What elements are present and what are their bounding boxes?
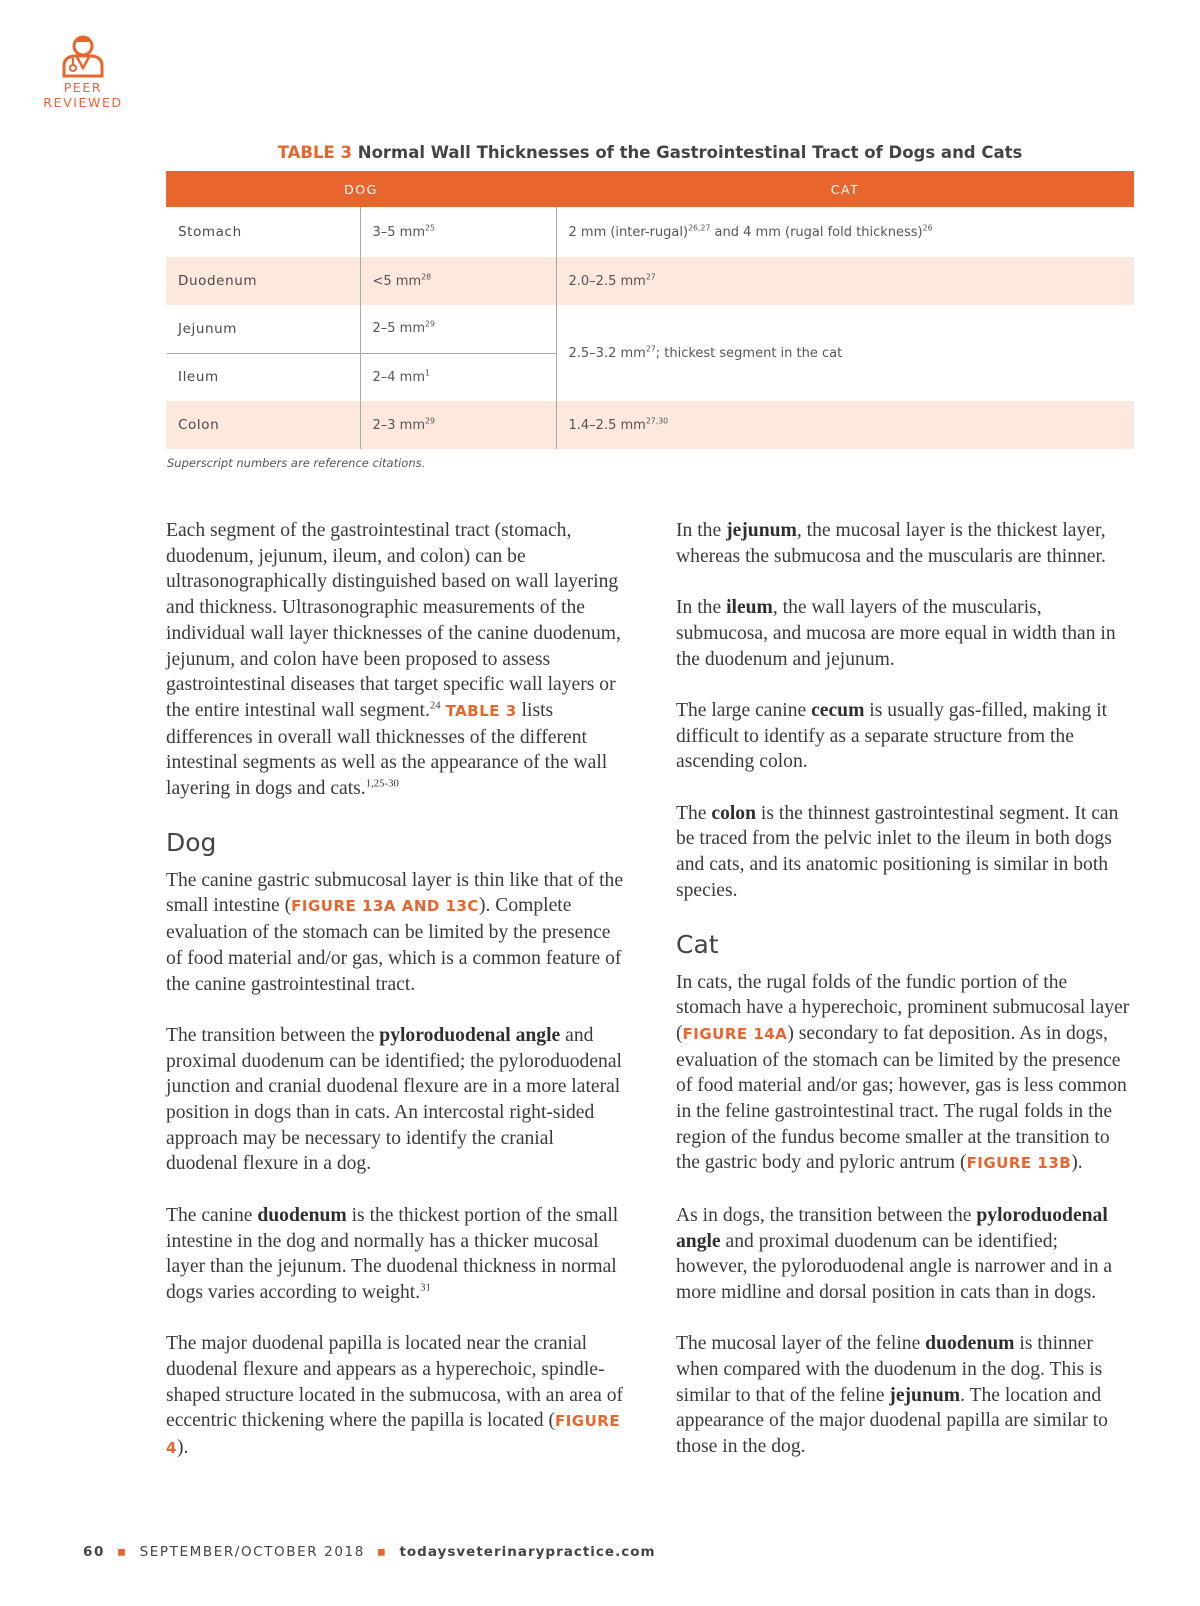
dog-cell [360, 257, 556, 305]
text: The canine gastric submucosal layer is thin like that of the small intestine ( [166, 869, 624, 917]
cat-value: 2.0–2.5 mm [568, 273, 646, 289]
text: lists differences in overall wall thicknesses of the different intestinal segments as well as the appearance of the wall layering in dogs and cats. [166, 699, 608, 800]
text: As in dogs, the transition between the [676, 1204, 977, 1226]
bold-term: duodenum [257, 1204, 347, 1226]
wall-thickness-table [166, 171, 1134, 449]
cat-cell [556, 401, 1134, 449]
dog-cell [360, 353, 556, 401]
dog-value: <5 mm [372, 273, 422, 289]
page-number: 60 [83, 1544, 105, 1560]
text: ) secondary to fat deposition. As in dogs, evaluation of the stomach can be limited by the presence of food material and/or gas; however, gas is less common in the feline gastrointestinal tract. The rugal folds in the region of the fundus become smaller at the transition to the gastric body and pyloric antrum ( [676, 1022, 1127, 1174]
bold-term: pyloroduodenal angle [676, 1204, 1108, 1252]
cat-value-extra: and 4 mm (rugal fold thickness) [710, 224, 923, 240]
text: and proximal duodenum can be identified; however, the pyloroduodenal angle is narrower and in a more midline and dorsal position in cats than in dogs. [676, 1230, 1113, 1303]
dog-cell [360, 305, 556, 353]
dog-value: 2–5 mm [372, 321, 426, 337]
paragraph [676, 1331, 1134, 1460]
cat-cell [556, 305, 1134, 401]
dog-value: 3–5 mm [372, 224, 426, 240]
section-heading-cat: Cat [676, 929, 719, 959]
figure-13a-13c-link[interactable]: FIGURE 13A AND 13C [291, 897, 479, 916]
figure-13b-link[interactable]: FIGURE 13B [966, 1154, 1072, 1173]
text: is the thickest portion of the small intestine in the dog and normally has a thicker mucosal layer than the jejunum. The duodenal thickness in normal dogs varies according to weight. [166, 1204, 619, 1303]
cat-value-extra: ; thickest segment in the cat [655, 345, 843, 361]
text: and proximal duodenum can be identified; the pyloroduodenal junction and cranial duodenal flexure are in a more lateral position in dogs than in cats. An intercostal right-sided approach may be necessary to identify the cranial duodenal flexure in a dog. [166, 1024, 622, 1175]
citation: 26,27 [688, 223, 711, 233]
paragraph [676, 1203, 1134, 1306]
bold-term: ileum [726, 597, 773, 619]
text: ). [1071, 1152, 1083, 1174]
citation: 1 [425, 368, 430, 378]
dog-value: 2–4 mm [372, 369, 426, 385]
table-row [166, 401, 1134, 449]
figure-14a-link[interactable]: FIGURE 14A [682, 1024, 788, 1043]
text: , the wall layers of the muscularis, submucosa, and mucosa are more equal in width than in the duodenum and jejunum. [676, 597, 1116, 670]
segment-cell: Ileum [178, 369, 219, 386]
citation: 27,30 [645, 416, 669, 426]
paragraph [166, 518, 624, 802]
table-row [166, 207, 1134, 257]
paragraph [676, 595, 1134, 672]
segment-cell: Stomach [178, 224, 242, 240]
paragraph [676, 518, 1134, 569]
right-column [676, 518, 1134, 1486]
page-footer [83, 1544, 656, 1560]
text: In the [676, 597, 727, 619]
text: is thinner when compared with the duodenum in the dog. This is similar to that of the feline [676, 1333, 1103, 1406]
text: The transition between the [166, 1024, 380, 1046]
table-row [166, 257, 1134, 305]
text: , the mucosal layer is the thickest layer, whereas the submucosa and the muscularis are thinner. [676, 520, 1106, 567]
bold-term: pyloroduodenal angle [379, 1024, 561, 1046]
text: ). [176, 1437, 189, 1459]
cat-cell [556, 257, 1134, 305]
citation: 25 [425, 223, 435, 233]
text: The [676, 802, 712, 824]
paragraph [166, 1331, 624, 1462]
text: The canine [166, 1204, 258, 1226]
table-title [166, 143, 1134, 162]
text: ). Complete evaluation of the stomach can be limited by the presence of food material and/or gas, which is a common feature of the canine gastrointestinal tract. [166, 895, 622, 995]
text: is the thinnest gastrointestinal segment. It can be traced from the pelvic inlet to the ileum in both dogs and cats, and its anatomic positioning is similar in both species. [676, 802, 1119, 901]
text: The mucosal layer of the feline [676, 1333, 926, 1355]
badge-line-1: PEER [63, 80, 103, 95]
text: In cats, the rugal folds of the fundic portion of the stomach have a hyperechoic, prominent submucosal layer ( [676, 971, 1130, 1044]
segment-cell: Jejunum [166, 305, 360, 353]
bold-term: cecum [811, 699, 865, 721]
citation: 28 [421, 272, 432, 282]
bold-term: jejunum [726, 520, 797, 541]
paragraph [166, 1203, 624, 1306]
dog-value: 2–3 mm [372, 417, 426, 433]
cat-value: 2.5–3.2 mm [568, 345, 646, 361]
dog-cell [360, 207, 556, 257]
text: . The location and appearance of the major duodenal papilla are similar to those in the dog. [676, 1384, 1108, 1458]
paragraph [166, 868, 624, 998]
bold-term: colon [711, 802, 757, 824]
citation: 29 [425, 416, 435, 426]
text: The large canine [676, 699, 812, 721]
text: Each segment of the gastrointestinal tract (stomach, duodenum, jejunum, ileum, and colon) can be ultrasonographically distinguished based on wall layering and thickness. Ultrasonographic measurements of the individual wall layer thicknesses of the canine duodenum, jejunum, and colon have been proposed to assess gastrointestinal diseases that target specific wall layers or the entire intestinal wall segment. [166, 520, 621, 721]
table-footnote: Superscript numbers are reference citations. [167, 456, 426, 470]
left-column [166, 518, 624, 1488]
header-dog: DOG [166, 171, 556, 207]
dog-cell [360, 401, 556, 449]
text: The major duodenal papilla is located near the cranial duodenal flexure and appears as a hyperechoic, spindle-shaped structure located in the submucosa, with an area of eccentric thickening where the papilla is located ( [166, 1333, 624, 1432]
segment-cell: Colon [166, 401, 360, 449]
header-cat: CAT [556, 171, 1134, 207]
figure-4-link[interactable]: FIGURE 4 [166, 1412, 621, 1458]
citation: 1,25-30 [365, 777, 399, 790]
cat-value: 1.4–2.5 mm [568, 417, 646, 433]
paragraph [676, 698, 1134, 775]
citation: 27 [645, 344, 656, 354]
cat-value: 2 mm (inter-rugal) [568, 224, 689, 240]
text: In the [676, 520, 727, 541]
citation: 27 [645, 272, 656, 282]
bold-term: jejunum [889, 1384, 961, 1406]
bold-term: duodenum [925, 1333, 1015, 1355]
citation: 26 [922, 223, 933, 233]
cat-cell [556, 207, 1134, 257]
citation: 24 [429, 699, 441, 712]
separator: ▪ [376, 1544, 388, 1560]
reviewer-person-icon [60, 32, 106, 78]
paragraph [676, 970, 1134, 1178]
section-heading-dog: Dog [166, 827, 217, 857]
paragraph [676, 801, 1134, 904]
citation: 29 [425, 319, 435, 329]
table-title-text: Normal Wall Thicknesses of the Gastrointestinal Tract of Dogs and Cats [357, 143, 1023, 162]
citation: 31 [420, 1281, 431, 1294]
text: is usually gas-filled, making it difficult to identify as a separate structure from the ascending colon. [676, 699, 1108, 773]
peer-reviewed-badge [40, 32, 126, 110]
badge-line-2: REVIEWED [43, 95, 123, 110]
segment-cell: Duodenum [166, 257, 360, 305]
table-header-row [166, 171, 1134, 207]
separator: ▪ [116, 1544, 128, 1560]
table-label: TABLE 3 [277, 143, 353, 162]
paragraph [166, 1023, 624, 1177]
website-link[interactable]: todaysveterinarypractice.com [399, 1544, 656, 1560]
issue-date: SEPTEMBER/OCTOBER 2018 [139, 1544, 365, 1560]
table-3-link[interactable]: TABLE 3 [445, 701, 517, 720]
table-row [166, 305, 1134, 353]
